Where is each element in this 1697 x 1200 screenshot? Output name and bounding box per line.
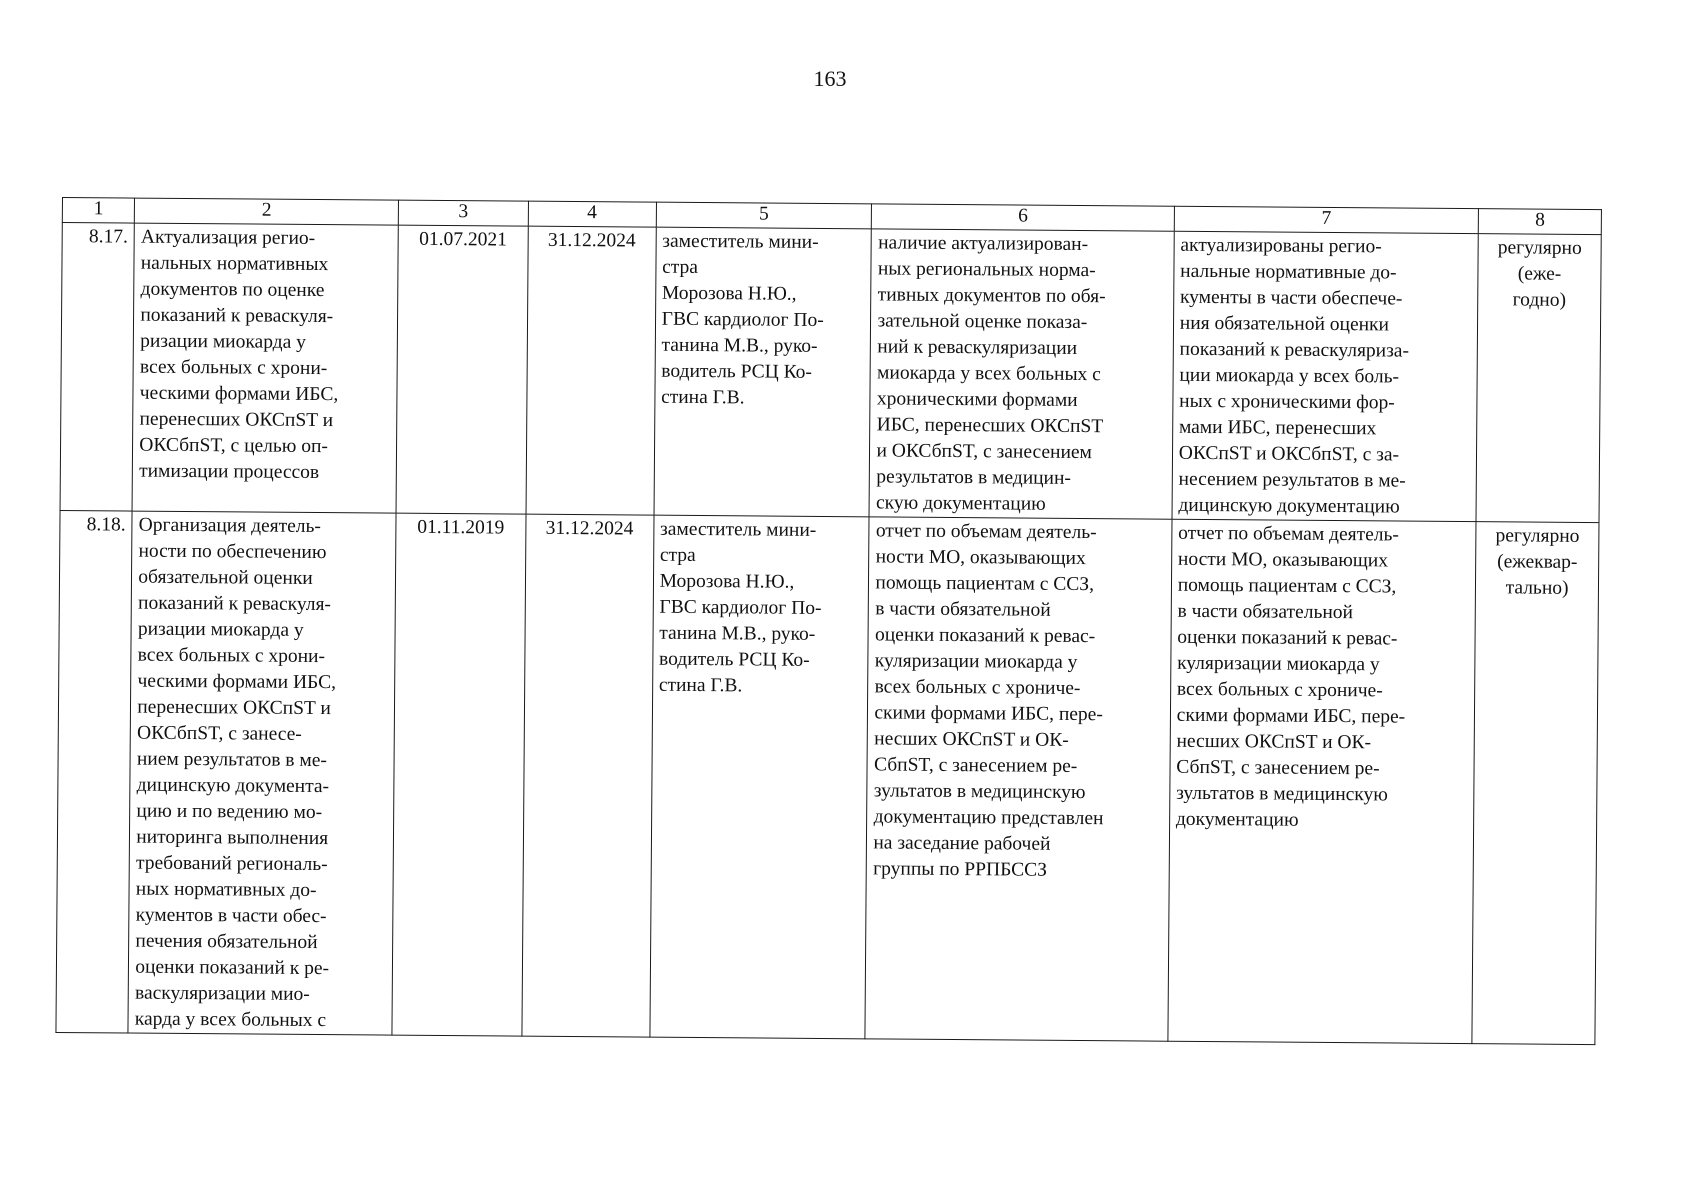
action-plan-table [55,197,1602,1045]
column-header-5: 5 [656,202,872,229]
end-date-cell: 31.12.2024 [526,226,656,515]
column-header-7: 7 [1174,206,1479,233]
responsible-cell: заместитель мини- стра Морозова Н.Ю., ГВС кардиолог По- танина М.В., руко- водитель РСЦ Ко- стина Г.В. [654,227,872,517]
column-header-3: 3 [399,200,528,226]
column-header-6: 6 [872,204,1174,231]
document-sheet [55,197,1602,1045]
indicator-cell: отчет по объемам деятель- ности МО, оказывающих помощь пациентам с ССЗ, в части обязательной оценки показаний к ревас- куляризации миокарда у всех больных с хрониче- скими формами ИБС, пере- несших ОКСпST и ОК- СбпST, с занесением ре- зультатов в медицинскую документацию представлен на заседание рабочей группы по РРПБССЗ [865,517,1171,1041]
start-date-cell: 01.11.2019 [392,513,525,1036]
column-header-2: 2 [135,198,399,225]
table-row [56,510,1599,1044]
end-date-cell: 31.12.2024 [521,514,653,1037]
responsible-cell: заместитель мини- стра Морозова Н.Ю., ГВС кардиолог По- танина М.В., руко- водитель РСЦ Ко- стина Г.В. [650,515,870,1039]
row-number: 8.17. [60,223,135,512]
column-header-1: 1 [62,198,134,224]
activity-cell: Организация деятель- ности по обеспечению обязательной оценки показаний к реваскуля- ризации миокарда у всех больных с хрони- ческими формами ИБС, перенесших ОКСпST и ОКСбпST, с занесе- нием результатов в ме- дицинскую документа- цию и по ведению мо- ниторинга выполнения требований региональ- ных нормативных до- кументов в части обес- печения обязательной оценки показаний к ре- васкуляризации мио- карда у всех больных с [128,511,396,1035]
table-row [60,223,1601,523]
column-header-8: 8 [1479,209,1602,235]
activity-cell: Актуализация регио- нальных нормативных документов по оценке показаний к реваскуля- ризации миокарда у всех больных с хрони- ческими формами ИБС, перенесших ОКСпST и ОКСбпST, с целью оп- тимизации процессов [132,223,398,513]
row-number: 8.18. [56,510,132,1033]
frequency-cell: регулярно (ежеквар- тально) [1472,522,1599,1045]
column-header-4: 4 [528,201,656,227]
result-cell: отчет по объемам деятель- ности МО, оказывающих помощь пациентам с ССЗ, в части обязательной оценки показаний к ревас- куляризации миокарда у всех больных с хрониче- скими формами ИБС, пере- несших ОКСпST и ОК- СбпST, с занесением ре- зультатов в медицинскую документацию [1168,519,1477,1043]
result-cell: актуализированы регио- нальные нормативные до- кументы в части обеспече- ния обязательной оценки показаний к реваскуляриза- ции миокарда у всех боль- ных с хроническими фор- мами ИБС, перенесших ОКСпST и ОКСбпST, с за- несением результатов в ме- дицинскую документацию [1172,231,1479,521]
indicator-cell: наличие актуализирован- ных региональных норма- тивных документов по обя- зательной оценке показа- ний к реваскуляризации миокарда у всех больных с хроническими формами ИБС, перенесших ОКСпST и ОКСбпST, с занесением результатов в медицин- скую документацию [869,229,1174,519]
page-number: 163 [813,66,847,91]
frequency-cell: регулярно (еже- годно) [1476,234,1601,523]
start-date-cell: 01.07.2021 [396,225,528,514]
